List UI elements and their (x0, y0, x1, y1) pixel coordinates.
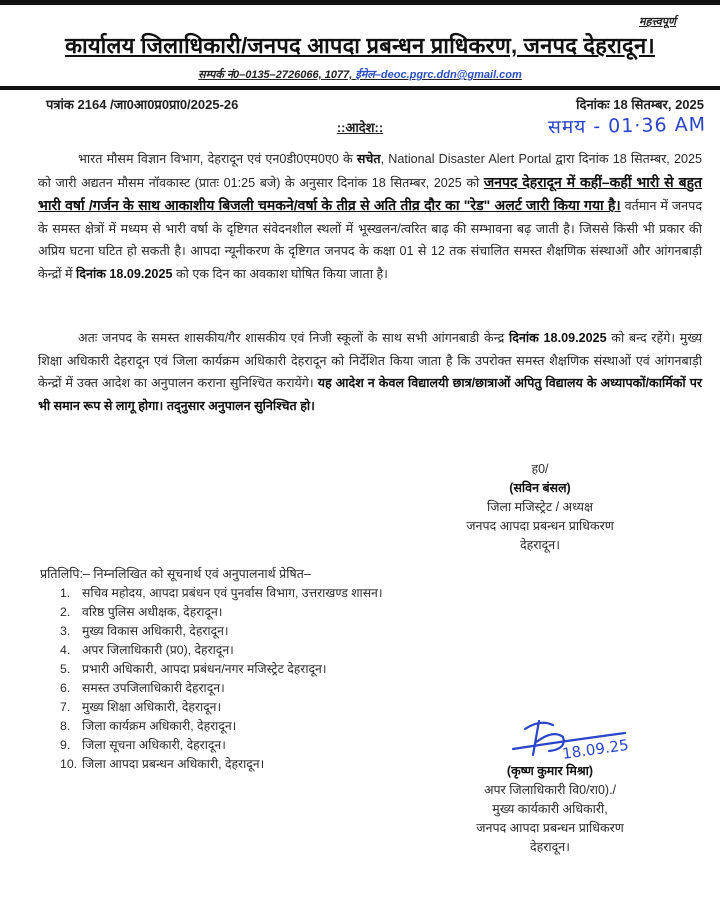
handwritten-time-note: समय - 01·36 AM (547, 113, 707, 139)
copy-to-label: प्रतिलिपि:– निम्नलिखित को सूचनार्थ एवं अनुपालनार्थ प्रेषित– (40, 567, 311, 581)
signatory-authority: जनपद आपदा प्रबन्धन प्राधिकरण (476, 821, 624, 835)
list-item (60, 755, 383, 774)
red-alert-statement: जनपद देहरादून में कहीं–कहीं भारी से बहुत भारी वर्षा /गर्जन के साथ आकाशीय बिजली चमकने/वर्षा के तीव्र से अति तीव्र दौर का "रेड" अलर्ट जारी किया गया है। (38, 173, 703, 213)
list-item (60, 660, 383, 679)
list-item (60, 641, 383, 660)
office-title: कार्यालय जिलाधिकारी/जनपद आपदा प्रबन्धन प्राधिकरण, जनपद देहरादून। (65, 33, 655, 58)
para2-bold-directive: यह आदेश न केवल विद्यालयी छात्र/छात्राओं अपितु विद्यालय के अध्यापकों/कार्मिकों पर भी समान रूप से लागू होगा। तद्नुसार अनुपालन सुनिश्चित हो। (38, 376, 703, 413)
signatory-name: (कृष्ण कुमार मिश्रा) (506, 764, 594, 778)
list-text: अपर जिलाधिकारी (प्र0), देहरादून। (82, 643, 234, 657)
list-item (60, 736, 383, 755)
signatory-designation: अपर जिलाधिकारी वि0/रा0)./ (483, 783, 617, 797)
copy-to-list (60, 584, 383, 774)
email-link[interactable]: deoc.pgrc.ddn@gmail.com (380, 69, 522, 81)
order-paragraph-2 (38, 327, 702, 417)
list-number: 9. (60, 738, 71, 752)
list-text: मुख्य शिक्षा अधिकारी, देहरादून। (82, 700, 222, 714)
contact-line (0, 67, 720, 82)
handwritten-signature-icon (505, 715, 645, 765)
list-text: वरिष्ठ पुलिस अधीक्षक, देहरादून। (82, 605, 223, 619)
list-text: सचिव महोदय, आपदा प्रबंधन एवं पुनर्वास विभाग, उत्तराखण्ड शासन। (82, 586, 383, 600)
list-item (60, 622, 383, 641)
reference-number: पत्रांक 2164 /जा0आ0प्र0प्रा0/2025-26 (46, 97, 239, 112)
list-number: 3. (60, 624, 71, 638)
list-number: 7. (60, 700, 71, 714)
list-number: 6. (60, 681, 71, 695)
closure-date: दिनांक 18.09.2025 (508, 331, 607, 345)
para1-text-1: भारत मौसम विज्ञान विभाग, देहरादून एवं एन0डी0एम0ए0 के (78, 152, 357, 166)
list-number: 10. (60, 757, 78, 771)
list-text: मुख्य विकास अधिकारी, देहरादून। (82, 624, 229, 638)
list-item (60, 584, 383, 603)
email-label: ईमेल– (355, 69, 381, 81)
list-text: समस्त उपजिलाधिकारी देहरादून। (82, 681, 225, 695)
list-text: जिला कार्यक्रम अधिकारी, देहरादून। (82, 719, 237, 733)
list-item (60, 717, 383, 736)
order-heading: ::आदेश:: (336, 120, 384, 135)
list-text: जिला सूचना अधिकारी, देहरादून। (82, 738, 226, 752)
holiday-date: दिनांक 18.09.2025 (76, 266, 173, 281)
signatory-name: (सविन बंसल) (509, 481, 571, 495)
top-border (0, 0, 720, 5)
para1-text-3: वर्तमान में जनपद के समस्त क्षेत्रों में मध्यम से भारी वर्षा के दृष्टिगत संवेदनशील स्थलों में भूस्खलन/त्वरित बाढ़ की सम्भावना बढ़ जाती है। जिससे किसी भी प्रकार की अप्रिय घटना घटित हो सकती है। आपदा न्यूनीकरण के दृष्टिगत जनपद के कक्षा 01 से 12 तक संचालित समस्त शैक्षणिक संस्थाओं और आंगनबाड़ी केन्द्रों में (38, 199, 703, 281)
list-number: 8. (60, 719, 71, 733)
signatory-block-dm (440, 460, 640, 555)
header-divider (0, 86, 720, 90)
list-item (60, 679, 383, 698)
signatory-place: देहरादून। (520, 538, 560, 552)
signatory-designation: जिला मजिस्ट्रेट / अध्यक्ष (486, 500, 594, 514)
list-number: 4. (60, 643, 71, 657)
para1-bold-alert: सचेत (356, 152, 381, 166)
signatory-authority: जनपद आपदा प्रबन्धन प्राधिकरण (466, 519, 614, 533)
order-paragraph-1 (38, 148, 702, 285)
svg-text:18.09.25: 18.09.25 (561, 735, 630, 763)
list-number: 1. (60, 586, 71, 600)
signed-mark: ह0/ (531, 462, 549, 476)
para2-text-1: अतः जनपद के समस्त शासकीय/गैर शासकीय एवं निजी स्कूलों के साथ सभी आंगनबाडी केन्द्र (78, 331, 509, 345)
list-text: जिला आपदा प्रबन्धन अधिकारी, देहरादून। (82, 757, 265, 771)
list-number: 2. (60, 605, 71, 619)
signatory-role: मुख्य कार्यकारी अधिकारी, (492, 802, 608, 816)
list-number: 5. (60, 662, 71, 676)
para1-text-4: को एक दिन का अवकाश घोषित किया जाता है। (172, 266, 388, 281)
list-item (60, 698, 383, 717)
contact-phone: सम्पर्क नं0–0135–2726066, 1077, (198, 69, 356, 81)
signatory-block-adm (450, 762, 650, 857)
document-date: दिनांकः 18 सितम्बर, 2025 (576, 97, 704, 112)
importance-tag: महत्त्वपूर्ण (639, 16, 676, 28)
list-item (60, 603, 383, 622)
para1-text-2: , National Disaster Alert Portal द्वारा दिनांक 18 सितम्बर, 2025 को जारी अद्यतन मौसम नॉवकास्ट (प्रातः 01:25 बजे) के अनुसार दिनांक 18 सितम्बर, 2025 को (38, 152, 702, 190)
para2-text-2: को बन्द रहेंगे। मुख्य शिक्षा अधिकारी देहरादून एवं जिला कार्यक्रम अधिकारी देहरादून को निर्देशित किया जाता है कि उपरोक्त समस्त शैक्षणिक संस्थाओं एवं आंगनबाड़ी केन्द्रों में उक्त आदेश का अनुपालन कराना सुनिश्चित करायेंगे। (38, 331, 702, 390)
list-text: प्रभारी अधिकारी, आपदा प्रबंधन/नगर मजिस्ट्रेट देहरादून। (82, 662, 327, 676)
signatory-place: देहरादून। (530, 840, 570, 854)
